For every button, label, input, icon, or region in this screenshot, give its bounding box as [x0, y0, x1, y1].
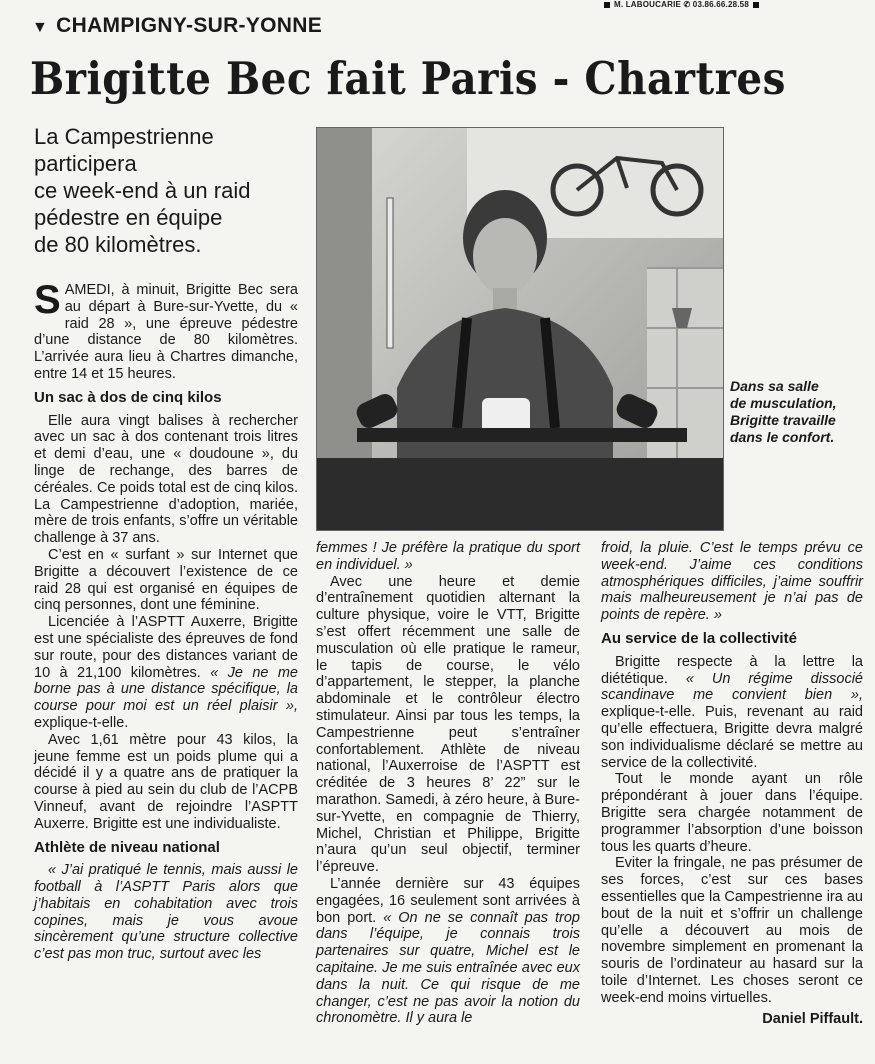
section-label: CHAMPIGNY-SUR-YONNE	[56, 14, 323, 37]
black-square-marker	[753, 2, 759, 8]
body-paragraph: Elle aura vingt balises à rechercher avec un sac à dos contenant trois litres et demi d’eau, une « doudoune », du linge de rechange, des barres de céréales. Ce poids total est de cinq kilos. La Campestrienne d’adoption, mariée, mère de trois enfants, s’offre un véritable challenge à 37 ans.	[34, 412, 298, 547]
body-text: explique-t-elle.	[34, 714, 129, 731]
author-signature: Daniel Piffault.	[762, 1010, 863, 1027]
gym-photo-illustration	[317, 128, 723, 530]
body-paragraph: Eviter la fringale, ne pas présumer de ses forces, c’est sur ces bases essentielles que la Campestrienne ira au bout de la nuit et s’offrir un challenge qu’elle a découvert au mois de novembre simplement en promenant la souris de l’ordinateur au hasard sur la toile d’Internet. Les choses seront ce week-end moins virtuelles.	[601, 855, 863, 1006]
quote-paragraph: « J’ai pratiqué le tennis, mais aussi le football à l’ASPTT Paris alors que j’habitais en cohabitation avec trois copines, mais je vous avoue sincèrement qu’une structure collective c’est pas mon truc, surtout avec les	[34, 862, 298, 963]
body-paragraph: Avec une heure et demie d’entraînement quotidien alternant la culture physique, voire le VTT, Brigitte s’est offert récemment une salle de musculation où elle pratique le rameur, le tapis de course, le vélo d’appartement, le stepper, la planche abdominale et le contrôleur électro stimulateur. Ainsi par tous les temps, la Campestrienne peut s’entraîner confortablement. Athlète de niveau national, l’Auxerroise de l’ASPTT est créditée de 3 heures 8’ 22” sur le marathon. Samedi, à zéro heure, à Bure-sur-Yvette, en compagnie de Thierry, Michel, Christian et Philippe, Brigitte n’aura qu’un seul objectif, terminer l’épreuve.	[316, 573, 580, 876]
body-text: Licenciée à l’ASPTT Auxerre, Brigitte est une spécialiste des épreuves de fond sur route, pour des distances variant de 10 à 21,100 kilomètres.	[34, 614, 298, 681]
subheading-backpack: Un sac à dos de cinq kilos	[34, 388, 222, 406]
body-paragraph: Avec 1,61 mètre pour 43 kilos, la jeune femme est un poids plume qui a décidé il y a quatre ans de pratiquer la course à pied au sein du club de l’ACPB Vinneuf, avant de rejoindre l’ASPTT Auxerre. Brigitte est une individualiste.	[34, 731, 298, 832]
body-text: L’année dernière sur 43 équipes engagées, 16 seulement sont arrivées à bon port.	[316, 875, 580, 926]
quote-text: « On ne se connaît pas trop dans l’équipe, je connais trois partenaires sur quatre, Michel est le capitaine. Je me suis entraînée avec eux dans la nuit. Ce qui risque de me changer, c’est ne pas avoir la notion du chronomètre. Il y aura le	[316, 909, 580, 1027]
article-photo	[316, 127, 724, 531]
article-column-2	[316, 540, 580, 1027]
quote-paragraph: femmes ! Je préfère la pratique du sport en individuel. »	[316, 540, 580, 573]
body-text: explique-t-elle. Puis, revenant au raid qu’elle effectuera, Brigitte devra malgré son individualisme déclaré se mettre au service de la collectivité.	[601, 704, 863, 771]
caption-line: dans le confort.	[730, 429, 835, 445]
body-paragraph	[601, 654, 863, 772]
caption-line: Brigitte travaille	[730, 412, 836, 428]
lead-text: AMEDI, à minuit, Brigitte Bec sera au départ à Bure-sur-Yvette, du « raid 28 », une épreuve pédestre d’une distance de 80 kilomètres. L’arrivée aura lieu à Chartres dimanche, entre 14 et 15 heures.	[34, 282, 298, 382]
body-paragraph: Tout le monde ayant un rôle prépondérant à jouer dans l’équipe. Brigitte sera chargée notamment de programmer l’absorption d’une boisson tous les quarts d’heure.	[601, 771, 863, 855]
subheading-collective-service: Au service de la collectivité	[601, 629, 797, 647]
triangle-down-icon: ▼	[32, 19, 49, 36]
body-text: Brigitte respecte à la lettre la diététique.	[601, 653, 863, 687]
dropcap-letter: S	[34, 278, 61, 322]
quote-text: « Un régime dissocié scandinave me convient bien »,	[601, 670, 863, 704]
standfirst-line: ce week-end à un raid	[34, 178, 251, 203]
article-column-3	[601, 540, 863, 1027]
header-credit-strip	[600, 0, 875, 10]
standfirst-line: La Campestrienne	[34, 124, 214, 149]
photo-caption	[730, 378, 870, 446]
subheading-national-athlete: Athlète de niveau national	[34, 838, 220, 856]
black-square-marker	[604, 2, 610, 8]
article-column-1	[34, 278, 298, 963]
body-paragraph	[316, 876, 580, 1027]
article-standfirst	[34, 123, 304, 258]
standfirst-line: de 80 kilomètres.	[34, 232, 202, 257]
quote-text: « Je ne me borne pas à une distance spécifique, la course pour moi est un réel plaisir »,	[34, 664, 298, 715]
caption-line: Dans sa salle	[730, 378, 819, 394]
article-headline: Brigitte Bec fait Paris - Chartres	[30, 52, 786, 105]
section-rubric	[32, 14, 322, 38]
standfirst-line: pédestre en équipe	[34, 205, 223, 230]
correspondent-contact: M. LABOUCARIE ✆ 03.86.66.28.58	[614, 0, 749, 9]
lead-paragraph	[34, 278, 298, 383]
body-paragraph	[34, 614, 298, 732]
quote-paragraph: froid, la pluie. C’est le temps prévu ce week-end. J’aime ces conditions atmosphériques difficiles, j’aime souffrir mais malheureusement je n’ai pas de points de repère. »	[601, 540, 863, 624]
caption-line: de musculation,	[730, 395, 837, 411]
standfirst-line: participera	[34, 151, 137, 176]
body-paragraph: C’est en « surfant » sur Internet que Brigitte a découvert l’existence de ce raid 28 qui est organisé en équipes de cinq personnes, dont une féminine.	[34, 546, 298, 614]
